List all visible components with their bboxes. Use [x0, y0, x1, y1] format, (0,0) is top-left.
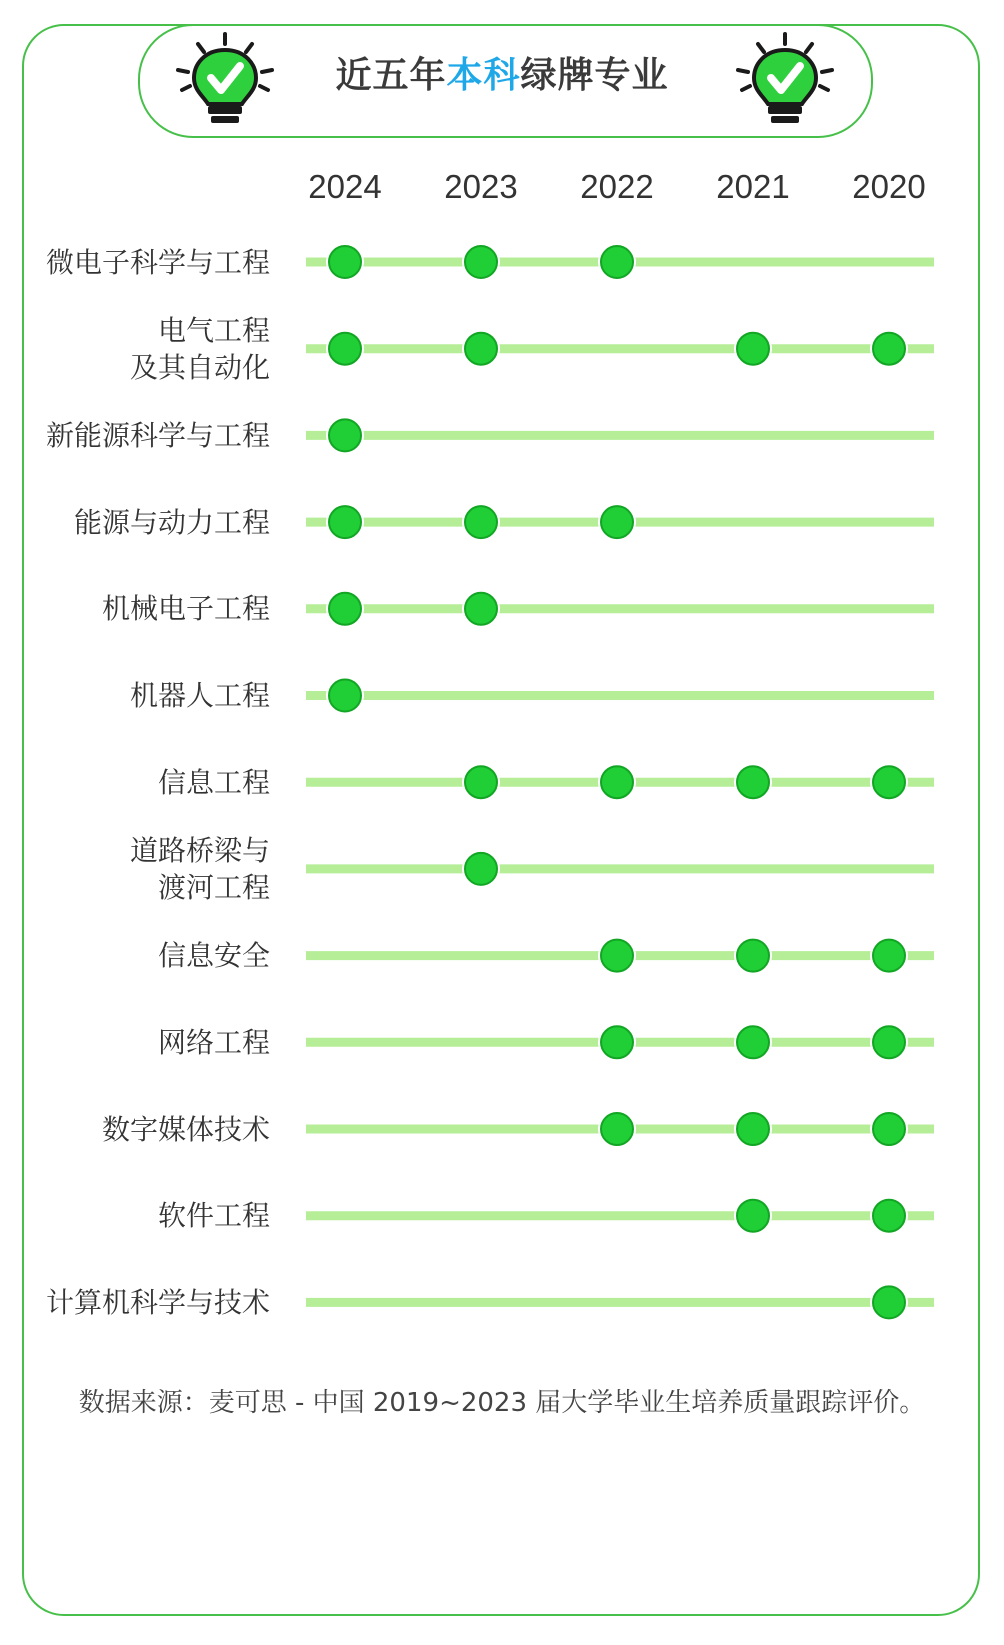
green-list-dot — [465, 506, 497, 538]
green-list-dot — [873, 940, 905, 972]
green-list-dot — [737, 940, 769, 972]
data-source-note: 数据来源：麦可思 - 中国 2019~2023 届大学毕业生培养质量跟踪评价。 — [78, 1388, 926, 1418]
major-label-line: 道路桥梁与 — [129, 833, 270, 867]
major-label-line: 软件工程 — [157, 1199, 270, 1233]
major-label-line: 新能源科学与工程 — [45, 418, 270, 452]
green-list-dot — [873, 1026, 905, 1058]
green-list-dot — [601, 1113, 633, 1145]
green-list-dot — [601, 1026, 633, 1058]
green-list-dot — [329, 680, 361, 712]
major-label-line: 微电子科学与工程 — [45, 245, 270, 279]
green-list-dot — [601, 246, 633, 278]
major-label-line: 信息安全 — [157, 939, 270, 973]
green-list-dot — [737, 766, 769, 798]
green-list-dot — [873, 333, 905, 365]
title-part-1: 近五年 — [335, 55, 447, 96]
green-list-dot — [329, 419, 361, 451]
green-list-dot — [873, 766, 905, 798]
major-label-line: 信息工程 — [157, 765, 270, 799]
major-label-line: 数字媒体技术 — [101, 1112, 270, 1146]
green-list-dot — [737, 333, 769, 365]
year-label: 2021 — [716, 168, 790, 205]
green-list-dot — [601, 506, 633, 538]
major-label-line: 机械电子工程 — [101, 592, 270, 626]
major-label-line: 机器人工程 — [129, 679, 270, 712]
year-label: 2023 — [444, 168, 518, 205]
green-list-dot — [329, 506, 361, 538]
green-list-dot — [873, 1286, 905, 1318]
green-list-dot — [465, 333, 497, 365]
green-list-dot — [601, 940, 633, 972]
green-list-dot — [601, 766, 633, 798]
green-list-dot — [873, 1113, 905, 1145]
green-list-dot — [737, 1026, 769, 1058]
green-list-dot — [329, 246, 361, 278]
major-label-line: 电气工程 — [157, 313, 270, 347]
green-list-dot — [737, 1113, 769, 1145]
green-list-dot — [465, 246, 497, 278]
title-part-3: 绿牌专业 — [520, 55, 669, 96]
major-label-line: 渡河工程 — [157, 870, 270, 904]
green-list-dot — [873, 1200, 905, 1232]
major-label-line: 及其自动化 — [129, 350, 270, 384]
major-label-line: 能源与动力工程 — [73, 505, 270, 539]
green-list-dot — [737, 1200, 769, 1232]
green-list-dot — [329, 593, 361, 625]
year-label: 2020 — [852, 168, 926, 205]
green-list-dot — [465, 593, 497, 625]
green-list-dot — [329, 333, 361, 365]
major-label-line: 网络工程 — [157, 1025, 270, 1059]
green-list-dot — [465, 853, 497, 885]
title-part-2-highlight: 本科 — [446, 55, 521, 96]
year-label: 2024 — [308, 168, 382, 205]
year-label: 2022 — [580, 168, 654, 205]
green-list-dot — [465, 766, 497, 798]
major-label-line: 计算机科学与技术 — [45, 1285, 270, 1319]
